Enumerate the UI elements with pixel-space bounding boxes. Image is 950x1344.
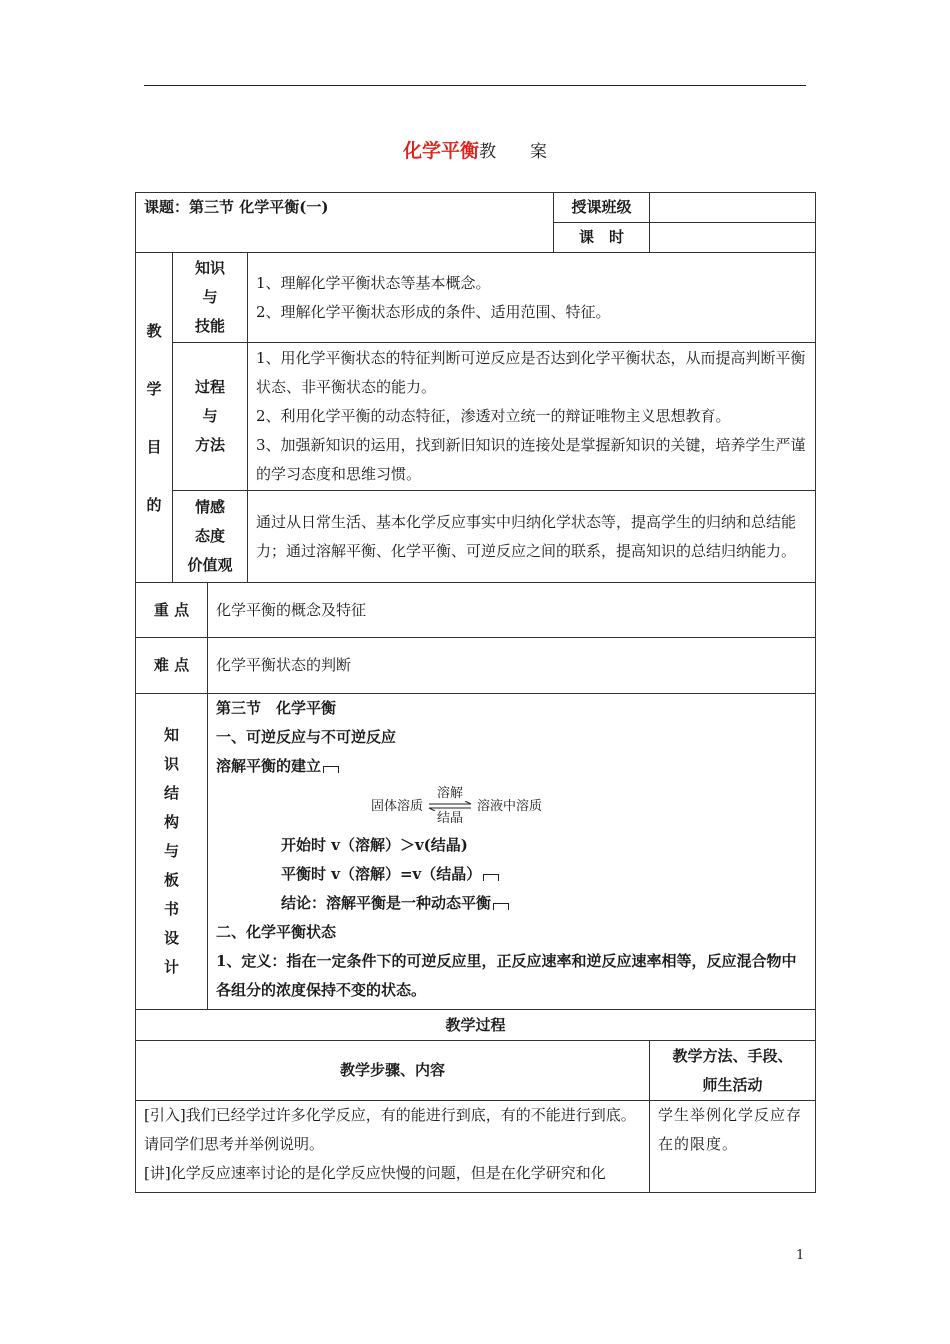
page-number: 1 [796,1248,805,1263]
process-content: 1、用化学平衡状态的特征判断可逆反应是否达到化学平衡状态，从而提高判断平衡状态、非平衡状态的能力。 2、利用化学平衡的动态特征，渗透对立统一的辩证唯物主义思想教育。 3、加强新知识的运用，找到新旧知识的连接处是掌握新知识的关键，培养学生严谨的学习态度和思维习惯。 [248,343,816,491]
knowledge-content: 1、理解化学平衡状态等基本概念。 2、理解化学平衡状态形成的条件、适用范围、特征。 [248,253,816,343]
board-line2: 平衡时 v（溶解）=v（结晶） [216,860,807,889]
board-line3: 结论：溶解平衡是一种动态平衡 [216,889,807,918]
topic-cell: 课题：第三节 化学平衡(一) [136,193,554,253]
board-definition: 1、定义：指在一定条件下的可逆反应里，正反应速率和逆反应速率相等，反应混合物中各组分的浓度保持不变的状态。 [216,952,797,999]
title-part-2: 案 [530,142,547,162]
board-h3: 二、化学平衡状态 [216,923,337,941]
equilibrium-arrows-icon [427,801,473,811]
hours-value [650,223,816,253]
process-label: 过程 与 方法 [173,343,248,491]
process-title: 教学过程 [136,1010,816,1041]
process-col1-header: 教学步骤、内容 [136,1041,650,1101]
board-section: 第三节 化学平衡 [216,699,337,717]
header-rule [144,85,806,86]
board-line1: 开始时 v（溶解）＞v(结晶) [281,836,468,854]
knowledge-label: 知识 与 技能 [173,253,248,343]
class-value [650,193,816,223]
board-content [208,694,816,1010]
title-part-1: 教 [479,142,496,162]
emotion-content: 通过从日常生活、基本化学反应事实中归纳化学状态等，提高学生的归纳和总结能力；通过溶解平衡、化学平衡、可逆反应之间的联系，提高知识的总结归纳能力。 [248,491,816,583]
hours-label: 课 时 [554,223,650,253]
process-row1-left: [引入]我们已经学过许多化学反应，有的能进行到底，有的不能进行到底。请同学们思考并举例说明。 [讲]化学反应速率讨论的是化学反应快慢的问题，但是在化学研究和化 [136,1101,650,1193]
lesson-plan-table [135,192,816,1193]
process-row1-right: 学生举例化学反应存在的限度。 [650,1101,816,1193]
objectives-group-label: 教 学 目 的 [136,253,173,583]
page-title [0,136,950,163]
title-red: 化学平衡 [402,140,479,162]
class-label: 授课班级 [554,193,650,223]
dissolution-equation: 固体溶质 溶解 结晶 溶液中溶质 [371,786,543,826]
difficulty-text: 化学平衡状态的判断 [208,638,816,694]
process-col2-header: 教学方法、手段、 师生活动 [650,1041,816,1101]
board-label: 知 识 结 构 与 板 书 设 计 [136,694,208,1010]
board-h2: 溶解平衡的建立 [216,752,807,781]
emotion-label: 情感 态度 价值观 [173,491,248,583]
difficulty-label: 难 点 [136,638,208,694]
key-point-label: 重 点 [136,583,208,638]
key-point-text: 化学平衡的概念及特征 [208,583,816,638]
board-h1: 一、可逆反应与不可逆反应 [216,728,397,746]
